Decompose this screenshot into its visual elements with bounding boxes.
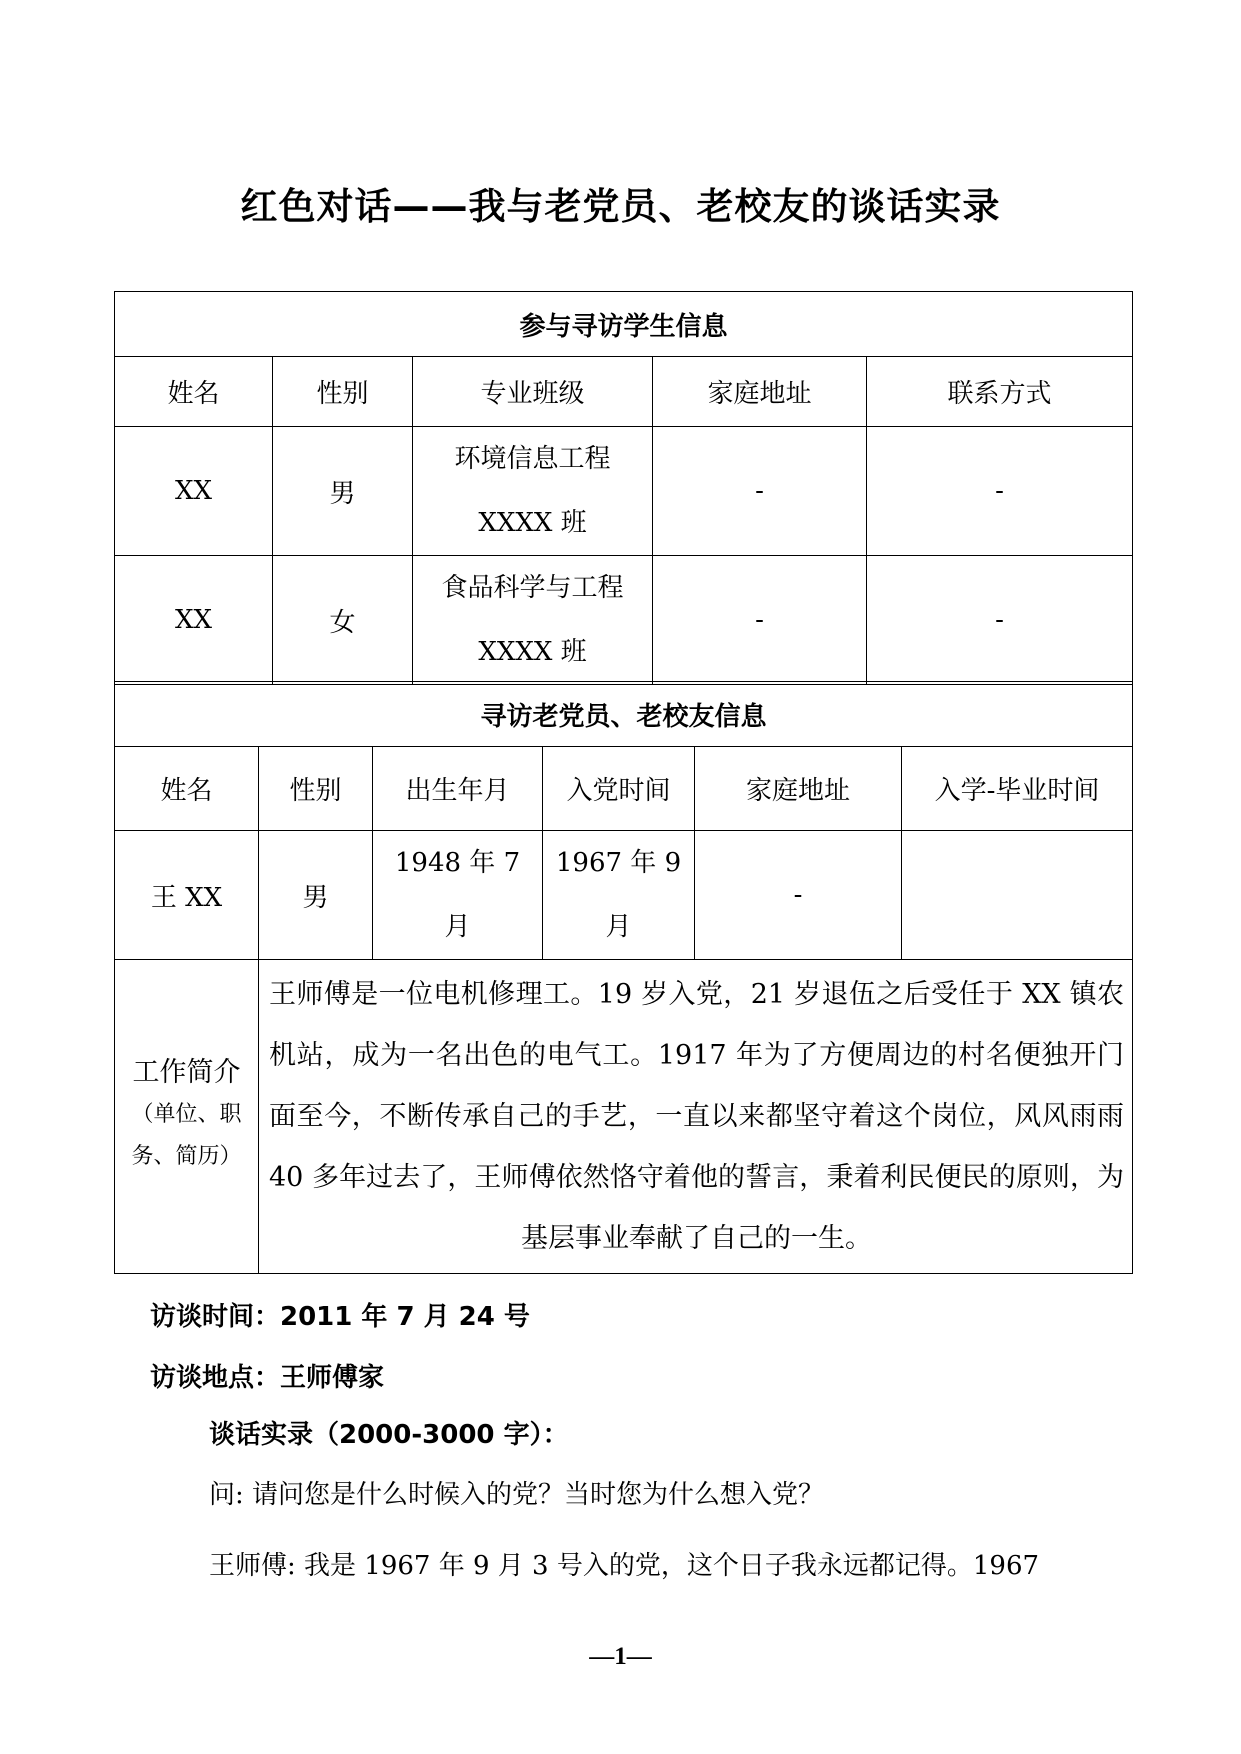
table-row	[115, 831, 1133, 960]
answer-text: 王师傅: 我是 1967 年 9 月 3 号入的党，这个日子我永远都记得。1967	[209, 1551, 1040, 1581]
interview-time: 访谈时间：2011 年 7 月 24 号	[150, 1302, 530, 1332]
header-gender: 性别	[259, 747, 373, 831]
student-contact: -	[867, 556, 1133, 685]
student-info-table	[114, 291, 1133, 685]
birth-line: 1948 年 7	[394, 848, 521, 878]
profile-sublabel: 务、简历）	[131, 1143, 242, 1169]
interviewee-birth	[373, 831, 543, 960]
student-address: -	[653, 556, 867, 685]
major-class: XXXX 班	[478, 508, 587, 538]
header-birth: 出生年月	[373, 747, 543, 831]
interviewee-info-table	[114, 681, 1133, 1274]
profile-label-main: 工作简介	[132, 1056, 241, 1088]
student-major	[413, 556, 653, 685]
profile-sublabel: （单位、职	[131, 1101, 242, 1127]
header-major: 专业班级	[413, 357, 653, 427]
join-line: 1967 年 9	[555, 848, 682, 878]
table-row	[115, 556, 1133, 685]
student-gender: 女	[273, 556, 413, 685]
interviewee-school-period	[902, 831, 1133, 960]
birth-line: 月	[444, 912, 471, 942]
page-title: 红色对话——我与老党员、老校友的谈话实录	[240, 185, 1001, 228]
profile-label	[115, 960, 259, 1274]
student-name: XX	[115, 556, 273, 685]
interviewee-name: 王 XX	[115, 831, 259, 960]
interviewee-section-title: 寻访老党员、老校友信息	[115, 682, 1133, 747]
profile-text: 王师傅是一位电机修理工。19 岁入党，21 岁退伍之后受任于 XX 镇农机站，成为一名出色的电气工。1917 年为了方便周边的村名便独开门面至今，不断传承自己的手艺，一直以来都坚守着这个岗位，风风雨雨 40 多年过去了，王师傅依然恪守着他的誓言，秉着利民便民的原则，为基层事业奉献了自己的一生。	[259, 960, 1133, 1274]
header-gender: 性别	[273, 357, 413, 427]
table-row	[115, 427, 1133, 556]
interviewee-join-date	[543, 831, 695, 960]
header-address: 家庭地址	[653, 357, 867, 427]
record-heading: 谈话实录（2000-3000 字）：	[209, 1420, 569, 1450]
header-name: 姓名	[115, 357, 273, 427]
header-contact: 联系方式	[867, 357, 1133, 427]
interviewee-gender: 男	[259, 831, 373, 960]
student-section-title: 参与寻访学生信息	[115, 292, 1133, 357]
header-school-period: 入学-毕业时间	[902, 747, 1133, 831]
student-contact: -	[867, 427, 1133, 556]
student-address: -	[653, 427, 867, 556]
header-join-date: 入党时间	[543, 747, 695, 831]
header-address: 家庭地址	[695, 747, 902, 831]
page-number: —1—	[589, 1643, 652, 1670]
question-text: 问: 请问您是什么时候入的党？当时您为什么想入党？	[209, 1480, 825, 1510]
major-line: 食品科学与工程	[441, 573, 624, 603]
join-line: 月	[605, 912, 632, 942]
student-gender: 男	[273, 427, 413, 556]
major-class: XXXX 班	[478, 637, 587, 667]
major-line: 环境信息工程	[454, 444, 611, 474]
header-name: 姓名	[115, 747, 259, 831]
student-major	[413, 427, 653, 556]
student-name: XX	[115, 427, 273, 556]
interviewee-address: -	[695, 831, 902, 960]
interview-place: 访谈地点：王师傅家	[150, 1363, 385, 1393]
